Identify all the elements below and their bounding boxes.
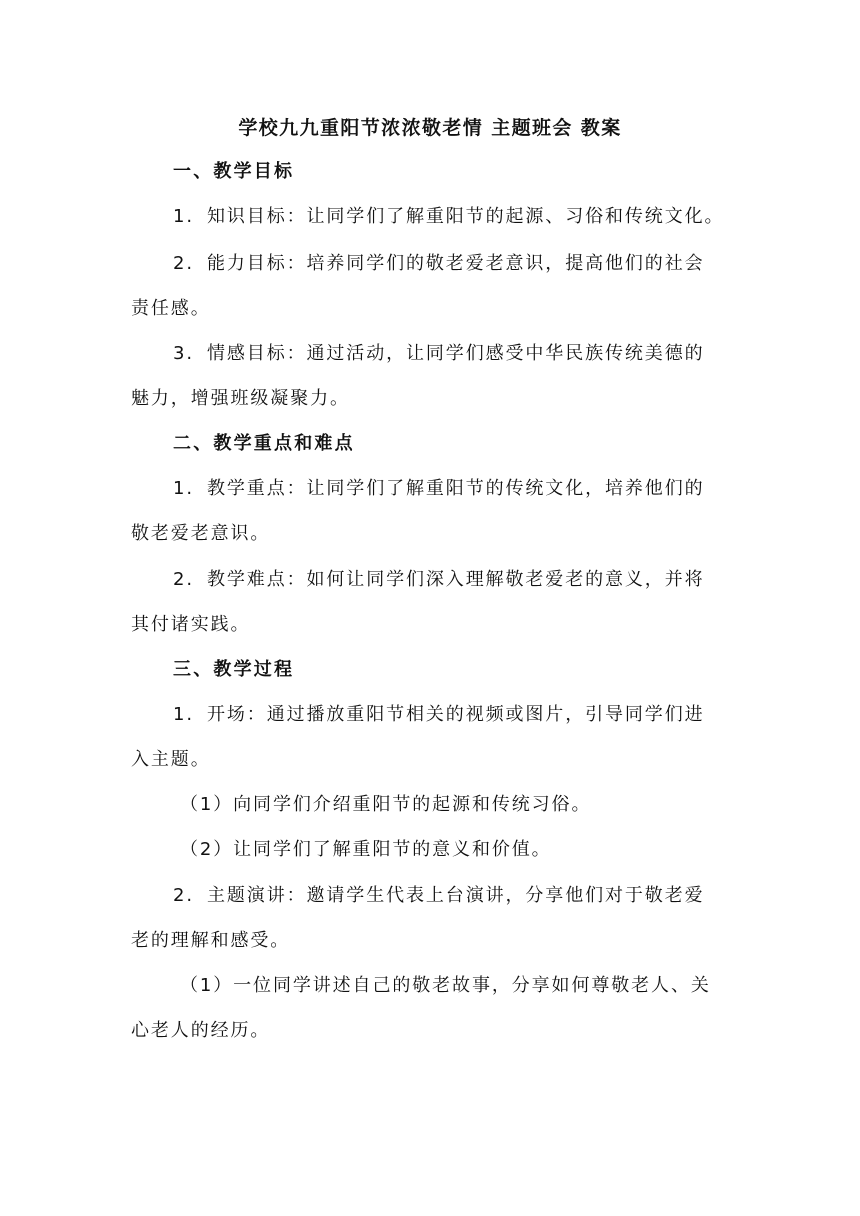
item-text: 知识目标：让同学们了解重阳节的起源、习俗和传统文化。 — [207, 206, 725, 227]
item-number: 2. — [173, 253, 194, 274]
item-text: 主题演讲：邀请学生代表上台演讲，分享他们对于敬老爱 — [207, 885, 705, 906]
item-number: 2. — [173, 885, 194, 906]
item-text: 开场：通过播放重阳节相关的视频或图片，引导同学们进 — [207, 704, 705, 725]
paragraph-continuation: 责任感。 — [131, 298, 211, 319]
paragraph-continuation: 其付诸实践。 — [131, 614, 251, 635]
sub-item: （1）一位同学讲述自己的敬老故事，分享如何尊敬老人、关 — [180, 975, 711, 996]
paragraph-continuation: 敬老爱老意识。 — [131, 523, 271, 544]
paragraph-theme-speech — [0, 883, 860, 909]
paragraph-opening — [0, 702, 860, 728]
paragraph-difficult-point — [0, 567, 860, 593]
section-heading-objectives: 一、教学目标 — [173, 161, 295, 182]
item-text: 教学难点：如何让同学们深入理解敬老爱老的意义，并将 — [207, 569, 705, 590]
paragraph-ability-objective — [0, 251, 860, 277]
sub-item: （1）向同学们介绍重阳节的起源和传统习俗。 — [180, 794, 592, 815]
item-number: 1. — [173, 206, 194, 227]
sub-item: （2）让同学们了解重阳节的意义和价值。 — [180, 839, 552, 860]
paragraph-continuation: 老的理解和感受。 — [131, 930, 291, 951]
paragraph-key-point — [0, 476, 860, 502]
paragraph-continuation: 心老人的经历。 — [131, 1020, 271, 1041]
section-heading-key-points: 二、教学重点和难点 — [173, 433, 355, 454]
item-number: 1. — [173, 478, 194, 499]
item-number: 2. — [173, 569, 194, 590]
paragraph-continuation: 魅力，增强班级凝聚力。 — [131, 388, 350, 409]
item-number: 1. — [173, 704, 194, 725]
paragraph-emotion-objective — [0, 341, 860, 367]
section-heading-process: 三、教学过程 — [173, 659, 295, 680]
item-text: 能力目标：培养同学们的敬老爱老意识，提高他们的社会 — [207, 253, 705, 274]
item-text: 教学重点：让同学们了解重阳节的传统文化，培养他们的 — [207, 478, 705, 499]
item-number: 3. — [173, 343, 194, 364]
paragraph-knowledge-objective — [0, 204, 860, 230]
document-title: 学校九九重阳节浓浓敬老情 主题班会 教案 — [238, 117, 622, 139]
item-text: 情感目标：通过活动，让同学们感受中华民族传统美德的 — [207, 343, 705, 364]
paragraph-continuation: 入主题。 — [131, 749, 211, 770]
